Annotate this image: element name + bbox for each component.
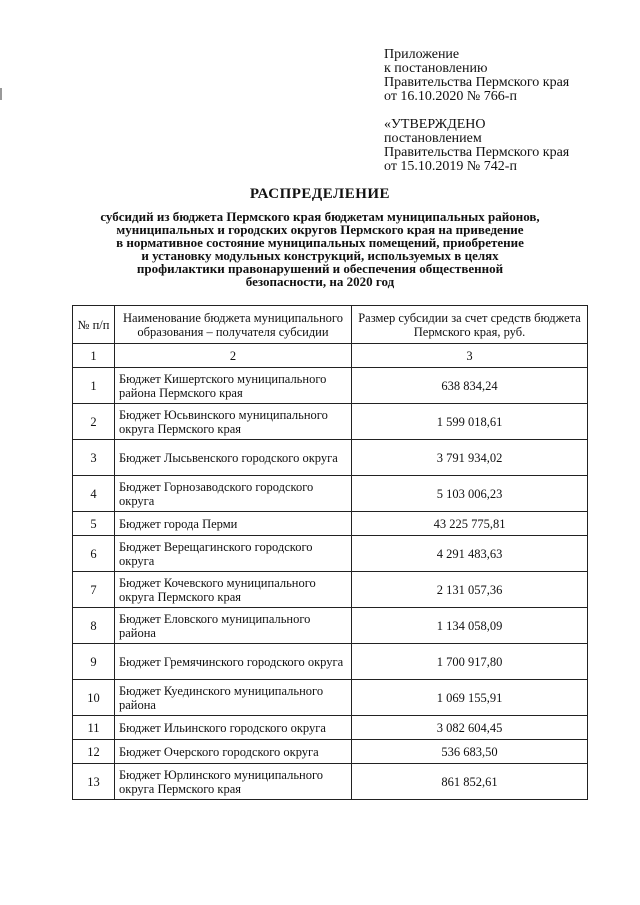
table-row [73, 740, 588, 764]
row-budget-name: Бюджет Гремячинского городского округа [115, 644, 352, 680]
row-subsidy-amount: 1 069 155,91 [352, 680, 588, 716]
row-budget-name: Бюджет Юсьвинского муниципального округа Пермского края [115, 404, 352, 440]
row-budget-name: Бюджет Юрлинского муниципального округа Пермского края [115, 764, 352, 800]
approval-line: Правительства Пермского края [384, 145, 570, 160]
table-row [73, 644, 588, 680]
row-subsidy-amount: 536 683,50 [352, 740, 588, 764]
row-subsidy-amount: 1 700 917,80 [352, 644, 588, 680]
appendix-line: Правительства Пермского края [384, 75, 570, 90]
row-budget-name: Бюджет Кишертского муниципального района Пермского края [115, 368, 352, 404]
document-subtitle [40, 210, 600, 288]
row-budget-name: Бюджет города Перми [115, 512, 352, 536]
row-budget-name: Бюджет Лысьвенского городского округа [115, 440, 352, 476]
table-row [73, 440, 588, 476]
row-number: 8 [73, 608, 115, 644]
row-budget-name: Бюджет Очерского городского округа [115, 740, 352, 764]
header-number: № п/п [73, 306, 115, 344]
scan-edge-mark [0, 88, 2, 100]
row-subsidy-amount: 1 134 058,09 [352, 608, 588, 644]
row-number: 9 [73, 644, 115, 680]
row-subsidy-amount: 1 599 018,61 [352, 404, 588, 440]
table-index-row [73, 344, 588, 368]
subtitle-line: в нормативное состояние муниципальных помещений, приобретение [116, 235, 524, 250]
appendix-line: Приложение [384, 47, 460, 62]
table-row [73, 404, 588, 440]
index-cell: 2 [115, 344, 352, 368]
appendix-line: от 16.10.2020 № 766-п [384, 89, 517, 104]
table-row [73, 716, 588, 740]
subtitle-line: и установку модульных конструкций, используемых в целях [141, 248, 499, 263]
table-row [73, 476, 588, 512]
row-subsidy-amount: 3 082 604,45 [352, 716, 588, 740]
row-subsidy-amount: 43 225 775,81 [352, 512, 588, 536]
row-number: 7 [73, 572, 115, 608]
row-subsidy-amount: 2 131 057,36 [352, 572, 588, 608]
document-title: РАСПРЕДЕЛЕНИЕ [249, 186, 391, 202]
subtitle-line: безопасности, на 2020 год [245, 274, 395, 289]
header-subsidy-amount: Размер субсидии за счет средств бюджета Пермского края, руб. [352, 306, 588, 344]
row-budget-name: Бюджет Еловского муниципального района [115, 608, 352, 644]
row-number: 6 [73, 536, 115, 572]
row-subsidy-amount: 3 791 934,02 [352, 440, 588, 476]
row-number: 4 [73, 476, 115, 512]
approval-line: постановлением [384, 131, 482, 146]
header-budget-name: Наименование бюджета муниципального образования – получателя субсидии [115, 306, 352, 344]
approval-line: от 15.10.2019 № 742-п [384, 159, 517, 174]
table-row [73, 512, 588, 536]
table-row [73, 764, 588, 800]
subtitle-line: муниципальных и городских округов Пермского края на приведение [116, 222, 524, 237]
row-subsidy-amount: 861 852,61 [352, 764, 588, 800]
row-budget-name: Бюджет Кочевского муниципального округа Пермского края [115, 572, 352, 608]
index-cell: 3 [352, 344, 588, 368]
table-row [73, 368, 588, 404]
row-number: 11 [73, 716, 115, 740]
table-row [73, 536, 588, 572]
subtitle-line: профилактики правонарушений и обеспечения общественной [136, 261, 504, 276]
row-number: 3 [73, 440, 115, 476]
approval-line: «УТВЕРЖДЕНО [384, 117, 486, 132]
row-budget-name: Бюджет Горнозаводского городского округа [115, 476, 352, 512]
row-number: 10 [73, 680, 115, 716]
row-budget-name: Бюджет Верещагинского городского округа [115, 536, 352, 572]
table-row [73, 608, 588, 644]
appendix-line: к постановлению [384, 61, 488, 76]
row-number: 12 [73, 740, 115, 764]
row-number: 5 [73, 512, 115, 536]
index-cell: 1 [73, 344, 115, 368]
row-subsidy-amount: 5 103 006,23 [352, 476, 588, 512]
table-row [73, 680, 588, 716]
row-budget-name: Бюджет Ильинского городского округа [115, 716, 352, 740]
approval-block [384, 118, 624, 174]
row-number: 2 [73, 404, 115, 440]
row-subsidy-amount: 638 834,24 [352, 368, 588, 404]
row-number: 1 [73, 368, 115, 404]
subtitle-line: субсидий из бюджета Пермского края бюджетам муниципальных районов, [100, 209, 540, 224]
table-header-row [73, 306, 588, 344]
row-number: 13 [73, 764, 115, 800]
row-subsidy-amount: 4 291 483,63 [352, 536, 588, 572]
subsidy-distribution-table [72, 305, 588, 800]
row-budget-name: Бюджет Куединского муниципального района [115, 680, 352, 716]
table-row [73, 572, 588, 608]
appendix-block [384, 48, 624, 104]
